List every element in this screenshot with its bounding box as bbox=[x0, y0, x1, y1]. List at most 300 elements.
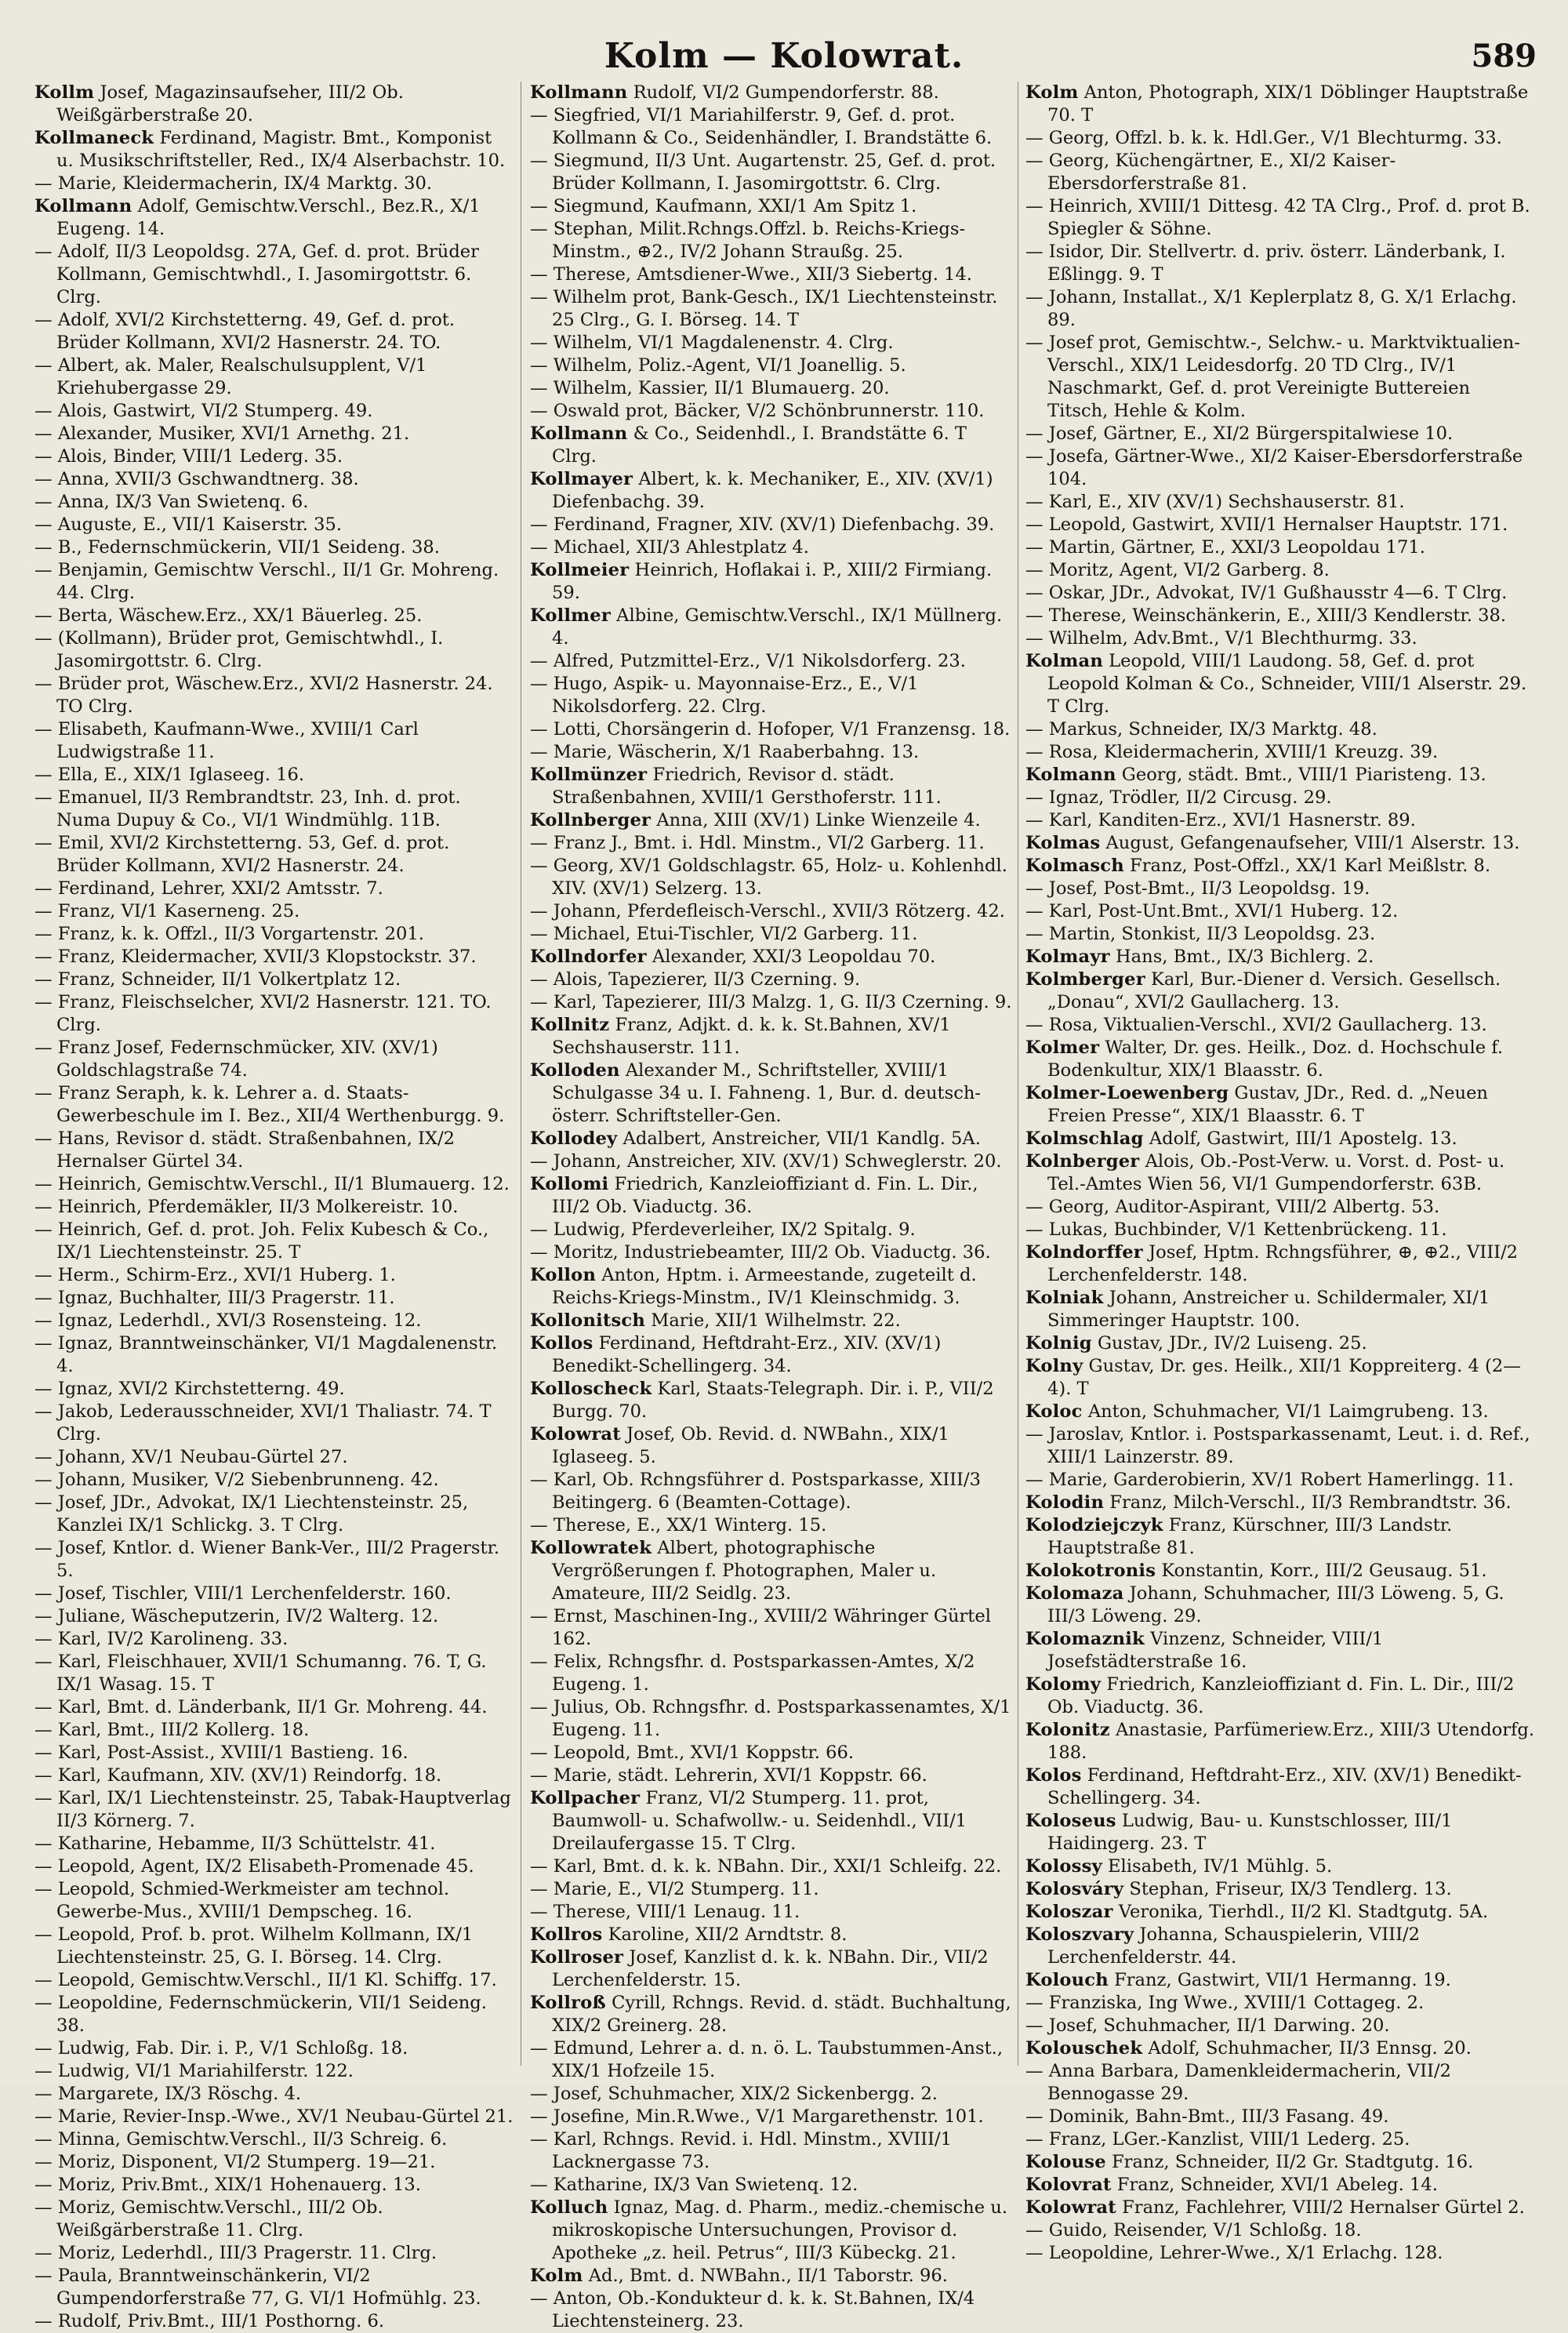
entry-surname: Kolodin bbox=[1025, 1492, 1105, 1513]
entry-details: & Co., Seidenhdl., I. Brandstätte 6. T Clrg. bbox=[552, 423, 967, 467]
entry-details: — Adolf, II/3 Leopoldsg. 27A, Gef. d. prot. Brüder Kollmann, Gemischtwhdl., I. Jasomirgottstr. 6. Clrg. bbox=[34, 242, 479, 307]
directory-entry bbox=[1025, 1878, 1535, 1901]
directory-entry bbox=[1025, 718, 1535, 741]
entry-details: — Wilhelm prot, Bank-Gesch., IX/1 Liechtensteinstr. 25 Clrg., G. I. Börseg. 14. T bbox=[530, 287, 998, 330]
entry-details: — Guido, Reisender, V/1 Schloßg. 18. bbox=[1025, 2220, 1362, 2240]
entry-details: — Rudolf, Priv.Bmt., III/1 Posthorng. 6. bbox=[34, 2311, 385, 2331]
entry-surname: Kolndorffer bbox=[1025, 1242, 1143, 1263]
entry-details: — Emanuel, II/3 Rembrandtstr. 23, Inh. d. prot. Numa Dupuy & Co., VI/1 Windmühlg. 11B. bbox=[34, 787, 461, 830]
directory-entry bbox=[1025, 627, 1535, 650]
directory-entry bbox=[530, 468, 1013, 514]
entry-details: — Anton, Ob.-Kondukteur d. k. k. St.Bahnen, IX/4 Liechtensteinerg. 23. bbox=[530, 2288, 975, 2331]
directory-entry bbox=[530, 764, 1013, 809]
directory-entry bbox=[34, 2242, 514, 2265]
directory-entry bbox=[34, 1696, 514, 1719]
entry-details: — Michael, Etui-Tischler, VI/2 Garberg. 11. bbox=[530, 924, 918, 944]
entry-surname: Kollmann bbox=[34, 196, 132, 216]
directory-entry bbox=[34, 1128, 514, 1173]
entry-details: — Georg, Offzl. b. k. k. Hdl.Ger., V/1 Blechturmg. 33. bbox=[1025, 128, 1502, 148]
entry-details: — Marie, Kleidermacherin, IX/4 Marktg. 30. bbox=[34, 173, 433, 194]
directory-entry bbox=[34, 1742, 514, 1764]
entry-surname: Kolmer bbox=[1025, 1037, 1100, 1058]
entry-details: — Heinrich, Pferdemäkler, II/3 Molkereistr. 10. bbox=[34, 1197, 459, 1217]
directory-entry bbox=[1025, 1810, 1535, 1855]
directory-entry bbox=[1025, 82, 1535, 127]
directory-entry bbox=[1025, 514, 1535, 536]
entry-details: Franz, Schneider, XVI/1 Abeleg. 14. bbox=[1116, 2175, 1438, 2195]
entry-details: Franz, Fachlehrer, VIII/2 Hernalser Gürtel 2. bbox=[1122, 2197, 1525, 2218]
directory-entry bbox=[1025, 559, 1535, 582]
entry-details: Franz, Schneider, II/2 Gr. Stadtgutg. 16. bbox=[1111, 2152, 1474, 2172]
directory-entry bbox=[1025, 1673, 1535, 1719]
entry-details: — Marie, städt. Lehrerin, XVI/1 Koppstr. 66. bbox=[530, 1765, 927, 1786]
directory-entry bbox=[34, 1287, 514, 1310]
directory-entry bbox=[34, 2128, 514, 2151]
entry-details: — Therese, VIII/1 Lenaug. 11. bbox=[530, 1902, 800, 1922]
entry-surname: Kollonitsch bbox=[530, 1310, 645, 1331]
directory-entry bbox=[530, 1310, 1013, 1332]
directory-entry bbox=[530, 1764, 1013, 1787]
entry-details: — Minna, Gemischtw.Verschl., II/3 Schreig. 6. bbox=[34, 2129, 448, 2149]
directory-entry bbox=[34, 1764, 514, 1787]
directory-entry bbox=[1025, 1924, 1535, 1969]
directory-entry bbox=[530, 536, 1013, 559]
entry-surname: Kolovrat bbox=[1025, 2175, 1112, 2195]
entry-surname: Kollon bbox=[530, 1265, 597, 1285]
entry-details: Karoline, XII/2 Arndtstr. 8. bbox=[608, 1924, 848, 1945]
entry-details: Friedrich, Revisor d. städt. Straßenbahnen, XVIII/1 Gersthoferstr. 111. bbox=[552, 765, 942, 808]
entry-surname: Kolonitz bbox=[1025, 1720, 1110, 1740]
entry-surname: Kollros bbox=[530, 1924, 603, 1945]
directory-entry bbox=[34, 1833, 514, 1855]
entry-details: — Franz J., Bmt. i. Hdl. Minstm., VI/2 Garberg. 11. bbox=[530, 833, 985, 853]
entry-details: — Leopold, Gemischtw.Verschl., II/1 Kl. Schiffg. 17. bbox=[34, 1970, 497, 1990]
entry-details: — Isidor, Dir. Stellvertr. d. priv. österr. Länderbank, I. Eßlingg. 9. T bbox=[1025, 242, 1506, 285]
directory-entry bbox=[530, 2197, 1013, 2265]
directory-entry bbox=[530, 400, 1013, 423]
directory-entry bbox=[34, 82, 514, 127]
entry-details: — Julius, Ob. Rchngsfhr. d. Postsparkassenamtes, X/1 Eugeng. 11. bbox=[530, 1697, 1011, 1740]
entry-details: — Josef, Post-Bmt., II/3 Leopoldsg. 19. bbox=[1025, 878, 1370, 899]
entry-surname: Kolokotronis bbox=[1025, 1561, 1156, 1581]
entry-details: — Siegfried, VI/1 Mariahilferstr. 9, Gef. d. prot. Kollmann & Co., Seidenhändler, I. Brandstätte 6. bbox=[530, 105, 993, 148]
entry-details: — Ignaz, Lederhdl., XVI/3 Rosensteing. 12. bbox=[34, 1310, 422, 1331]
entry-details: — Ludwig, Pferdeverleiher, IX/2 Spitalg. 9. bbox=[530, 1219, 916, 1240]
directory-entry bbox=[530, 1378, 1013, 1423]
entry-surname: Kolm bbox=[1025, 82, 1079, 103]
entry-surname: Kolossy bbox=[1025, 1856, 1102, 1877]
entry-details: Anton, Photograph, XIX/1 Döblinger Hauptstraße 70. T bbox=[1047, 82, 1529, 125]
entry-details: Anton, Hptm. i. Armeestande, zugeteilt d. Reichs-Kriegs-Minstm., IV/1 Kleinschmidg. 3. bbox=[552, 1265, 977, 1308]
directory-entry bbox=[34, 627, 514, 673]
directory-entry bbox=[34, 923, 514, 946]
directory-entry bbox=[34, 1924, 514, 1969]
directory-entry bbox=[34, 1878, 514, 1924]
entry-surname: Kolmayr bbox=[1025, 947, 1110, 967]
directory-entry bbox=[530, 332, 1013, 354]
entry-details: — Berta, Wäschew.Erz., XX/1 Bäuerleg. 25. bbox=[34, 605, 423, 626]
entry-surname: Kollm bbox=[34, 82, 95, 103]
column-1 bbox=[34, 82, 514, 2331]
entry-details: Karl, Staats-Telegraph. Dir. i. P., VII/2 Burgg. 70. bbox=[552, 1379, 994, 1422]
entry-surname: Kolnberger bbox=[1025, 1151, 1140, 1172]
running-head-title: Kolm — Kolowrat. bbox=[604, 36, 964, 76]
entry-details: — Karl, E., XIV (XV/1) Sechshauserstr. 81. bbox=[1025, 492, 1405, 512]
directory-entry bbox=[530, 1423, 1013, 1469]
directory-entry bbox=[34, 536, 514, 559]
directory-entry bbox=[1025, 1628, 1535, 1673]
entry-details: — Leopold, Bmt., XVI/1 Koppstr. 66. bbox=[530, 1742, 855, 1763]
entry-surname: Kollowratek bbox=[530, 1538, 652, 1558]
directory-entry bbox=[1025, 605, 1535, 627]
directory-entry bbox=[34, 241, 514, 309]
entry-details: Karl, Bur.-Diener d. Versich. Gesellsch. „Donau“, XVI/2 Gaullacherg. 13. bbox=[1047, 969, 1501, 1012]
directory-entry bbox=[1025, 1128, 1535, 1150]
entry-details: — Katharine, IX/3 Van Swietenq. 12. bbox=[530, 2175, 858, 2195]
entry-surname: Koloszar bbox=[1025, 1902, 1113, 1922]
directory-entry bbox=[530, 1241, 1013, 1264]
entry-surname: Kolloscheck bbox=[530, 1379, 652, 1399]
entry-details: — Josef, Tischler, VIII/1 Lerchenfelderstr. 160. bbox=[34, 1583, 452, 1604]
entry-surname: Kolmer-Loewenberg bbox=[1025, 1083, 1229, 1103]
directory-entry bbox=[530, 968, 1013, 991]
directory-entry bbox=[1025, 423, 1535, 445]
entry-surname: Kolniak bbox=[1025, 1288, 1104, 1308]
directory-entry bbox=[530, 650, 1013, 673]
entry-details: — Juliane, Wäscheputzerin, IV/2 Walterg. 12. bbox=[34, 1606, 439, 1626]
directory-entry bbox=[1025, 286, 1535, 332]
directory-entry bbox=[530, 1605, 1013, 1651]
entry-details: Franz, Gastwirt, VII/1 Hermanng. 19. bbox=[1114, 1970, 1451, 1990]
entry-details: Alexander, XXI/3 Leopoldau 70. bbox=[652, 947, 936, 967]
entry-details: — Marie, Wäscherin, X/1 Raaberbahng. 13. bbox=[530, 742, 920, 762]
directory-entry bbox=[34, 423, 514, 445]
entry-details: — Leopold, Agent, IX/2 Elisabeth-Promenade 45. bbox=[34, 1856, 474, 1877]
entry-details: — Josef, Schuhmacher, XIX/2 Sickenbergg. 2. bbox=[530, 2084, 938, 2104]
entry-details: — Wilhelm, Poliz.-Agent, VI/1 Joanellig. 5. bbox=[530, 355, 906, 376]
directory-entry bbox=[34, 1855, 514, 1878]
directory-entry bbox=[34, 1719, 514, 1742]
entry-surname: Kolmasch bbox=[1025, 856, 1124, 876]
entry-surname: Kollmeier bbox=[530, 560, 630, 580]
directory-entry bbox=[34, 2037, 514, 2060]
entry-details: — Ernst, Maschinen-Ing., XVIII/2 Währinger Gürtel 162. bbox=[530, 1606, 991, 1649]
entry-details: — Moritz, Industriebeamter, III/2 Ob. Viaductg. 36. bbox=[530, 1242, 991, 1263]
entry-details: — Karl, Bmt., III/2 Kollerg. 18. bbox=[34, 1720, 310, 1740]
directory-entry bbox=[34, 127, 514, 173]
entry-details: — Wilhelm, Adv.Bmt., V/1 Blechthurmg. 33. bbox=[1025, 628, 1417, 649]
entry-surname: Kolmas bbox=[1025, 833, 1101, 853]
directory-entry bbox=[34, 2106, 514, 2128]
directory-entry bbox=[530, 1946, 1013, 1992]
entry-surname: Kolomy bbox=[1025, 1674, 1102, 1695]
entry-details: Walter, Dr. ges. Heilk., Doz. d. Hochschule f. Bodenkultur, XIX/1 Blaasstr. 6. bbox=[1047, 1037, 1504, 1081]
entry-details: — Franz, Schneider, II/1 Volkertplatz 12. bbox=[34, 969, 401, 990]
directory-entry bbox=[1025, 536, 1535, 559]
directory-entry bbox=[530, 1742, 1013, 1764]
entry-details: — Ignaz, Buchhalter, III/3 Pragerstr. 11. bbox=[34, 1288, 395, 1308]
page-header bbox=[0, 30, 1568, 77]
entry-details: — Oskar, JDr., Advokat, IV/1 Gußhausstr 4—6. T Clrg. bbox=[1025, 583, 1508, 603]
entry-surname: Kolouse bbox=[1025, 2152, 1106, 2172]
entry-details: — Ignaz, Branntweinschänker, VI/1 Magdalenenstr. 4. bbox=[34, 1333, 498, 1376]
entry-surname: Kolodziejczyk bbox=[1025, 1515, 1163, 1535]
entry-surname: Kolowrat bbox=[1025, 2197, 1116, 2218]
directory-entry bbox=[34, 991, 514, 1037]
entry-details: — Therese, Weinschänkerin, E., XIII/3 Kendlerstr. 38. bbox=[1025, 605, 1507, 626]
entry-details: — Josef, Kntlor. d. Wiener Bank-Ver., III/2 Pragerstr. 5. bbox=[34, 1538, 500, 1581]
directory-entry bbox=[530, 855, 1013, 900]
entry-surname: Kollmayer bbox=[530, 469, 633, 489]
entry-surname: Kolluch bbox=[530, 2197, 608, 2218]
entry-details: — Ella, E., XIX/1 Iglaseeg. 16. bbox=[34, 765, 305, 785]
directory-entry bbox=[34, 1537, 514, 1583]
entry-details: Leopold, VIII/1 Laudong. 58, Gef. d. prot Leopold Kolman & Co., Schneider, VIII/1 Alserstr. 29. T Clrg. bbox=[1047, 651, 1527, 717]
entry-details: Anastasie, Parfümeriew.Erz., XIII/3 Utendorfg. 188. bbox=[1047, 1720, 1535, 1763]
directory-entry bbox=[34, 1082, 514, 1128]
directory-entry bbox=[530, 2265, 1013, 2288]
entry-details: — Therese, E., XX/1 Winterg. 15. bbox=[530, 1515, 827, 1535]
directory-entry bbox=[1025, 1992, 1535, 2015]
directory-entry bbox=[530, 991, 1013, 1014]
directory-entry bbox=[1025, 2174, 1535, 2197]
directory-entry bbox=[530, 1651, 1013, 1696]
directory-entry bbox=[530, 900, 1013, 923]
directory-entry bbox=[1025, 1855, 1535, 1878]
directory-entry bbox=[34, 968, 514, 991]
entry-details: — Hugo, Aspik- u. Mayonnaise-Erz., E., V/1 Nikolsdorferg. 22. Clrg. bbox=[530, 674, 919, 717]
entry-details: — Heinrich, XVIII/1 Dittesg. 42 TA Clrg., Prof. d. prot B. Spiegler & Söhne. bbox=[1025, 196, 1530, 239]
directory-entry bbox=[530, 263, 1013, 286]
entry-details: — Ignaz, XVI/2 Kirchstetterng. 49. bbox=[34, 1379, 345, 1399]
entry-details: Cyrill, Rchngs. Revid. d. städt. Buchhaltung, XIX/2 Greinerg. 28. bbox=[552, 1993, 1011, 2036]
directory-entry bbox=[1025, 1241, 1535, 1287]
entry-details: — Leopold, Gastwirt, XVII/1 Hernalser Hauptstr. 171. bbox=[1025, 514, 1508, 535]
directory-entry bbox=[1025, 2151, 1535, 2174]
directory-entry bbox=[34, 1992, 514, 2037]
entry-surname: Kollmünzer bbox=[530, 765, 648, 785]
entry-details: Josef, Magazinsaufseher, III/2 Ob. Weißgärberstraße 20. bbox=[56, 82, 404, 125]
directory-entry bbox=[530, 377, 1013, 400]
entry-surname: Kollnberger bbox=[530, 810, 652, 830]
directory-entry bbox=[1025, 1969, 1535, 1992]
entry-details: — Benjamin, Gemischtw Verschl., II/1 Gr. Mohreng. 44. Clrg. bbox=[34, 560, 499, 603]
entry-surname: Kollpacher bbox=[530, 1788, 641, 1808]
entry-details: — Dominik, Bahn-Bmt., III/3 Fasang. 49. bbox=[1025, 2106, 1389, 2127]
entry-details: — Heinrich, Gef. d. prot. Joh. Felix Kubesch & Co., IX/1 Liechtensteinstr. 25. T bbox=[34, 1219, 489, 1263]
directory-entry bbox=[1025, 1514, 1535, 1560]
entry-details: — Stephan, Milit.Rchngs.Offzl. b. Reichs-Kriegs-Minstm., ⊕2., IV/2 Johann Straußg. 25. bbox=[530, 219, 966, 262]
directory-entry bbox=[1025, 832, 1535, 855]
entry-surname: Kolomaza bbox=[1025, 1583, 1124, 1604]
entry-surname: Kolos bbox=[1025, 1765, 1082, 1786]
entry-surname: Kolloden bbox=[530, 1060, 620, 1081]
entry-details: — Brüder prot, Wäschew.Erz., XVI/2 Hasnerstr. 24. TO Clrg. bbox=[34, 674, 493, 717]
directory-entry bbox=[34, 468, 514, 491]
entry-details: — Karl, Post-Unt.Bmt., XVI/1 Huberg. 12. bbox=[1025, 901, 1399, 921]
entry-surname: Kollodey bbox=[530, 1128, 618, 1149]
directory-entry bbox=[530, 286, 1013, 332]
directory-entry bbox=[1025, 1560, 1535, 1583]
directory-entry bbox=[1025, 946, 1535, 968]
directory-entry bbox=[34, 2197, 514, 2242]
directory-entry bbox=[1025, 1287, 1535, 1332]
entry-details: — Martin, Gärtner, E., XXI/3 Leopoldau 171. bbox=[1025, 537, 1425, 558]
entry-details: Adolf, Schuhmacher, II/3 Ennsg. 20. bbox=[1148, 2038, 1472, 2059]
directory-entry bbox=[34, 195, 514, 241]
entry-details: Hans, Bmt., IX/3 Bichlerg. 2. bbox=[1115, 947, 1374, 967]
entry-details: Ad., Bmt. d. NWBahn., II/1 Taborstr. 96. bbox=[588, 2266, 948, 2286]
directory-entry bbox=[530, 514, 1013, 536]
entry-details: — Karl, IX/1 Liechtensteinstr. 25, Tabak-Hauptverlag II/3 Körnerg. 7. bbox=[34, 1788, 511, 1831]
entry-details: — Adolf, XVI/2 Kirchstetterng. 49, Gef. d. prot. Brüder Kollmann, XVI/2 Hasnerstr. 24. TO. bbox=[34, 310, 456, 353]
entry-details: Ignaz, Mag. d. Pharm., mediz.-chemische u. mikroskopische Untersuchungen, Provisor d. Apotheke „z. heil. Petrus“, III/3 Kübeckg. 21. bbox=[552, 2197, 1008, 2263]
entry-details: Josef, Kanzlist d. k. k. NBahn. Dir., VII/2 Lerchenfelderstr. 15. bbox=[552, 1947, 989, 1990]
directory-entry bbox=[34, 1628, 514, 1651]
directory-entry bbox=[34, 673, 514, 718]
entry-details: — Josef, Gärtner, E., XI/2 Bürgerspitalwiese 10. bbox=[1025, 423, 1454, 444]
entry-details: Veronika, Tierhdl., II/2 Kl. Stadtgutg. 5A. bbox=[1118, 1902, 1489, 1922]
entry-details: — Karl, Kaufmann, XIV. (XV/1) Reindorfg. 18. bbox=[34, 1765, 442, 1786]
entry-details: — Johann, Pferdefleisch-Verschl., XVII/3 Rötzerg. 42. bbox=[530, 901, 1005, 921]
directory-entry bbox=[34, 1264, 514, 1287]
directory-entry bbox=[1025, 855, 1535, 878]
directory-entry bbox=[1025, 150, 1535, 195]
entry-details: — Anna Barbara, Damenkleidermacherin, VII/2 Bennogasse 29. bbox=[1025, 2061, 1451, 2104]
directory-entry bbox=[34, 491, 514, 514]
entry-details: Anton, Schuhmacher, VI/1 Laimgrubeng. 13. bbox=[1087, 1401, 1489, 1422]
entry-details: — Franziska, Ing Wwe., XVIII/1 Cottageg. 2. bbox=[1025, 1993, 1425, 2013]
entry-details: — Leopold, Prof. b. prot. Wilhelm Kollmann, IX/1 Liechtensteinstr. 25, G. I. Börseg. 14. Clrg. bbox=[34, 1924, 474, 1968]
entry-details: — Franz Seraph, k. k. Lehrer a. d. Staats-Gewerbeschule im I. Bez., XII/4 Werthenburgg. 9. bbox=[34, 1083, 505, 1126]
directory-entry bbox=[530, 946, 1013, 968]
entry-details: Rudolf, VI/2 Gumpendorferstr. 88. bbox=[633, 82, 939, 103]
directory-entry bbox=[1025, 1469, 1535, 1492]
entry-surname: Kollroß bbox=[530, 1993, 606, 2013]
entry-details: Konstantin, Korr., III/2 Geusaug. 51. bbox=[1161, 1561, 1487, 1581]
directory-entry bbox=[34, 445, 514, 468]
directory-entry bbox=[1025, 1219, 1535, 1241]
entry-details: — Siegmund, II/3 Unt. Augartenstr. 25, Gef. d. prot. Brüder Kollmann, I. Jasomirgottstr. 6. Clrg. bbox=[530, 151, 996, 194]
directory-entry bbox=[1025, 1332, 1535, 1355]
entry-details: — Elisabeth, Kaufmann-Wwe., XVIII/1 Carl Ludwigstraße 11. bbox=[34, 719, 419, 762]
entry-details: Gustav, JDr., IV/2 Luiseng. 25. bbox=[1098, 1333, 1367, 1354]
directory-entry bbox=[34, 1787, 514, 1833]
entry-details: — Franz, k. k. Offzl., II/3 Vorgartenstr. 201. bbox=[34, 924, 424, 944]
directory-entry bbox=[1025, 2106, 1535, 2128]
entry-details: — Karl, Kanditen-Erz., XVI/1 Hasnerstr. 89. bbox=[1025, 810, 1416, 830]
entry-details: — Marie, Revier-Insp.-Wwe., XV/1 Neubau-Gürtel 21. bbox=[34, 2106, 514, 2127]
directory-entry bbox=[34, 1332, 514, 1378]
directory-entry bbox=[530, 1150, 1013, 1173]
entry-details: — Moriz, Lederhdl., III/3 Pragerstr. 11. Clrg. bbox=[34, 2243, 437, 2263]
directory-entry bbox=[1025, 2015, 1535, 2037]
entry-details: — Marie, Garderobierin, XV/1 Robert Hamerlingg. 11. bbox=[1025, 1470, 1514, 1490]
entry-details: Ferdinand, Magistr. Bmt., Komponist u. Musikschriftsteller, Red., IX/4 Alserbachstr. 10. bbox=[56, 128, 506, 171]
entry-surname: Kolosváry bbox=[1025, 1879, 1124, 1899]
directory-entry bbox=[34, 2265, 514, 2310]
directory-entry bbox=[34, 2151, 514, 2174]
entry-details: — Moriz, Disponent, VI/2 Stumperg. 19—21. bbox=[34, 2152, 436, 2172]
entry-details: Johanna, Schauspielerin, VIII/2 Lerchenfelderstr. 44. bbox=[1047, 1924, 1421, 1968]
entry-details: Albert, photographische Vergrößerungen f. Photographen, Maler u. Amateure, III/2 Seidlg. 23. bbox=[552, 1538, 937, 1604]
entry-details: — Johann, Installat., X/1 Keplerplatz 8, G. X/1 Erlachg. 89. bbox=[1025, 287, 1517, 330]
directory-entry bbox=[1025, 1014, 1535, 1037]
entry-details: Anna, XIII (XV/1) Linke Wienzeile 4. bbox=[656, 810, 981, 830]
entry-details: Friedrich, Kanzleioffiziant d. Fin. L. Dir., III/2 Ob. Viaductg. 36. bbox=[552, 1174, 978, 1217]
entry-details: Franz, Milch-Verschl., II/3 Rembrandtstr. 36. bbox=[1109, 1492, 1512, 1513]
entry-surname: Kolomaznik bbox=[1025, 1629, 1145, 1649]
directory-entry bbox=[530, 832, 1013, 855]
entry-details: — Ferdinand, Lehrer, XXI/2 Amtsstr. 7. bbox=[34, 878, 383, 899]
entry-surname: Kolouschek bbox=[1025, 2038, 1143, 2059]
page-number: 589 bbox=[1471, 38, 1537, 74]
directory-entry bbox=[34, 1219, 514, 1264]
directory-entry bbox=[530, 1787, 1013, 1855]
entry-details: Josef, Ob. Revid. d. NWBahn., XIX/1 Iglaseeg. 5. bbox=[552, 1424, 949, 1467]
entry-details: — Moritz, Agent, VI/2 Garberg. 8. bbox=[1025, 560, 1330, 580]
entry-details: Marie, XII/1 Wilhelmstr. 22. bbox=[651, 1310, 901, 1331]
directory-entry bbox=[1025, 900, 1535, 923]
directory-entry bbox=[34, 1310, 514, 1332]
directory-entry bbox=[34, 2083, 514, 2106]
entry-details: — Johann, Musiker, V/2 Siebenbrunneng. 42. bbox=[34, 1470, 439, 1490]
entry-surname: Koloseus bbox=[1025, 1811, 1116, 1831]
directory-entry bbox=[530, 1264, 1013, 1310]
entry-details: Vinzenz, Schneider, VIII/1 Josefstädterstraße 16. bbox=[1047, 1629, 1384, 1672]
entry-surname: Kolnig bbox=[1025, 1333, 1092, 1354]
entry-details: — Franz, Kleidermacher, XVII/3 Klopstockstr. 37. bbox=[34, 947, 477, 967]
directory-entry bbox=[1025, 1150, 1535, 1196]
directory-entry bbox=[530, 1332, 1013, 1378]
entry-surname: Koloszvary bbox=[1025, 1924, 1134, 1945]
entry-details: — Josef, Schuhmacher, II/1 Darwing. 20. bbox=[1025, 2015, 1390, 2036]
directory-entry bbox=[530, 2083, 1013, 2106]
entry-details: — Oswald prot, Bäcker, V/2 Schönbrunnerstr. 110. bbox=[530, 401, 985, 421]
directory-entry bbox=[1025, 923, 1535, 946]
directory-entry bbox=[1025, 878, 1535, 900]
entry-surname: Kollndorfer bbox=[530, 947, 647, 967]
entry-details: Gustav, JDr., Red. d. „Neuen Freien Presse“, XIX/1 Blaasstr. 6. T bbox=[1047, 1083, 1488, 1126]
entry-details: — Therese, Amtsdiener-Wwe., XII/3 Siebertg. 14. bbox=[530, 264, 972, 285]
entry-details: — Lotti, Chorsängerin d. Hofoper, V/1 Franzensg. 18. bbox=[530, 719, 1011, 740]
entry-surname: Kolmann bbox=[1025, 765, 1116, 785]
directory-entry bbox=[1025, 2037, 1535, 2060]
entry-details: — Markus, Schneider, IX/3 Marktg. 48. bbox=[1025, 719, 1377, 740]
directory-entry bbox=[1025, 241, 1535, 286]
entry-details: Albert, k. k. Mechaniker, E., XIV. (XV/1) Diefenbachg. 39. bbox=[552, 469, 993, 512]
directory-entry bbox=[530, 809, 1013, 832]
directory-entry bbox=[1025, 2060, 1535, 2106]
entry-details: Adolf, Gastwirt, III/1 Apostelg. 13. bbox=[1149, 1128, 1457, 1149]
directory-entry bbox=[530, 104, 1013, 150]
directory-entry bbox=[530, 423, 1013, 468]
directory-entry bbox=[530, 354, 1013, 377]
entry-details: — Franz, Fleischselcher, XVI/2 Hasnerstr. 121. TO. Clrg. bbox=[34, 992, 492, 1035]
entry-surname: Kollmann bbox=[530, 82, 628, 103]
directory-entry bbox=[34, 559, 514, 605]
entry-details: — Josef, JDr., Advokat, IX/1 Liechtensteinstr. 25, Kanzlei IX/1 Schlickg. 3. T Clrg. bbox=[34, 1492, 469, 1535]
entry-surname: Kolm bbox=[530, 2266, 583, 2286]
directory-entry bbox=[530, 741, 1013, 764]
directory-entry bbox=[530, 1696, 1013, 1742]
entry-details: — Wilhelm, Kassier, II/1 Blumauerg. 20. bbox=[530, 378, 890, 398]
directory-entry bbox=[1025, 764, 1535, 787]
directory-entry bbox=[530, 1219, 1013, 1241]
directory-entry bbox=[1025, 650, 1535, 718]
directory-entry bbox=[34, 1378, 514, 1401]
entry-details: — Alois, Binder, VIII/1 Lederg. 35. bbox=[34, 446, 343, 467]
